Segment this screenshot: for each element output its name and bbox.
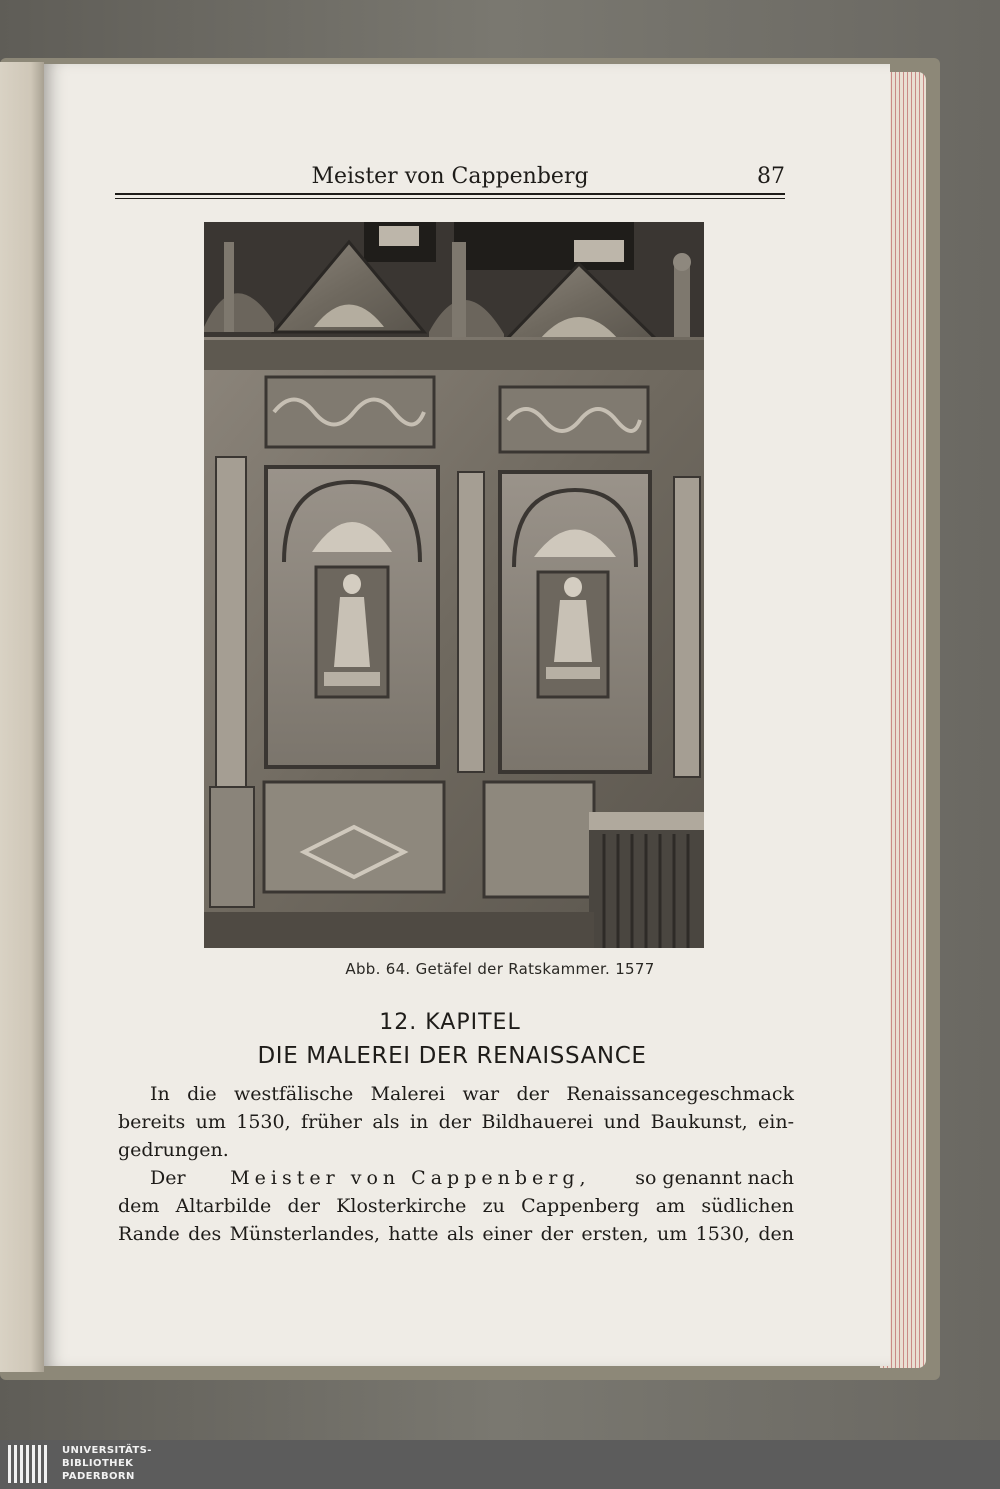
figure-caption: Abb. 64. Getäfel der Ratskammer. 1577 xyxy=(345,960,655,978)
figure-photo-panelling xyxy=(204,222,704,948)
text-line: bereits um 1530, früher als in der Bildhauerei und Baukunst, ein- xyxy=(118,1111,794,1133)
library-logo-text xyxy=(62,1444,152,1483)
chapter-title: DIE MALEREI DER RENAISSANCE xyxy=(257,1043,647,1069)
logo-line: UNIVERSITÄTS- xyxy=(62,1445,152,1456)
left-page-strip xyxy=(0,62,44,1372)
paragraph-2 xyxy=(118,1164,794,1248)
text-line: dem Altarbilde der Klosterkirche zu Cappenberg am südlichen xyxy=(118,1195,794,1217)
logo-line: PADERBORN xyxy=(62,1471,135,1482)
text-line: In die westfälische Malerei war der Renaissancegeschmack xyxy=(150,1083,794,1105)
text-line: gedrungen. xyxy=(118,1139,229,1161)
text-line xyxy=(118,1164,794,1192)
header-rule-thick xyxy=(115,193,785,195)
chapter-number: 12. KAPITEL xyxy=(379,1010,521,1035)
paragraph-1 xyxy=(118,1080,794,1164)
library-logo-icon xyxy=(8,1445,54,1483)
text-fragment: so genannt nach xyxy=(635,1167,794,1189)
header-rule-thin xyxy=(115,198,785,199)
logo-line: BIBLIOTHEK xyxy=(62,1458,134,1469)
text-fragment: Der xyxy=(150,1167,186,1189)
running-title: Meister von Cappenberg xyxy=(311,164,589,189)
panelling-illustration xyxy=(204,222,704,948)
library-footer xyxy=(0,1440,1000,1489)
page-number: 87 xyxy=(757,164,785,189)
emphasized-name: Meister von Cappenberg, xyxy=(230,1167,591,1189)
text-line: Rande des Münsterlandes, hatte als einer der ersten, um 1530, den xyxy=(118,1223,794,1245)
running-header xyxy=(115,160,785,194)
